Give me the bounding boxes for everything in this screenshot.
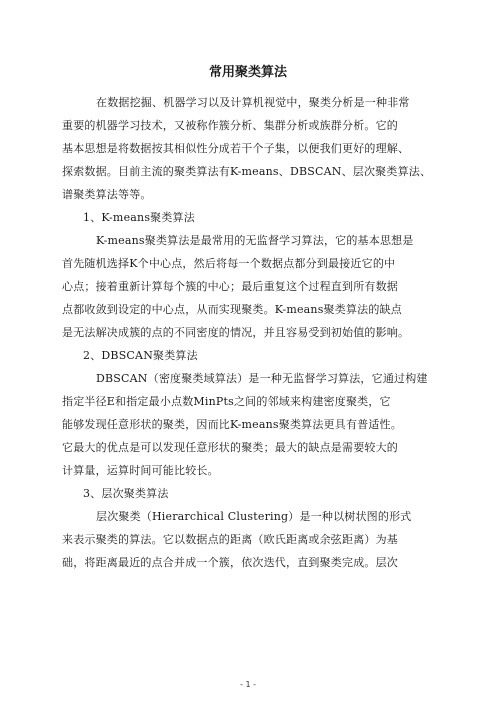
body-line: 基本思想是将数据按其相似性分成若干个子集，以便我们更好的理解、 [62,142,410,155]
section-heading-hierarchical: 3、层次聚类算法 [83,487,169,500]
body-line: 谱聚类算法等等。 [62,188,152,201]
body-line: DBSCAN（密度聚类域算法）是一种无监督学习算法，它通过构建 [96,372,428,385]
body-line: 层次聚类（Hierarchical Clustering）是一种以树状图的形式 [96,510,412,523]
body-line: 础，将距离最近的点合并成一个簇，依次迭代，直到聚类完成。层次 [62,556,398,569]
body-line: 探索数据。目前主流的聚类算法有K-means、DBSCAN、层次聚类算法、 [62,165,432,178]
body-line: 首先随机选择K个中心点，然后将每一个数据点都分到最接近它的中 [62,257,396,270]
section-heading-kmeans: 1、K-means聚类算法 [83,211,195,224]
body-line: K-means聚类算法是最常用的无监督学习算法，它的基本思想是 [96,234,414,247]
body-line: 来表示聚类的算法。它以数据点的距离（欧氏距离或余弦距离）为基 [62,533,398,546]
document-title: 常用聚类算法 [208,65,287,80]
body-line: 心点；接着重新计算每个簇的中心；最后重复这个过程直到所有数据 [62,280,398,293]
body-line: 能够发现任意形状的聚类，因而比K-means聚类算法更具有普适性。 [62,418,402,431]
section-heading-dbscan: 2、DBSCAN聚类算法 [83,349,198,362]
body-line: 指定半径E和指定最小点数MinPts之间的邻域来构建密度聚类，它 [62,395,391,408]
page-number: - 1 - [240,680,256,689]
body-line: 点都收敛到设定的中心点，从而实现聚类。K-means聚类算法的缺点 [62,303,402,316]
body-line: 它最大的优点是可以发现任意形状的聚类；最大的缺点是需要较大的 [62,441,398,454]
body-line: 计算量，运算时间可能比较长。 [62,464,219,477]
body-line: 在数据挖掘、机器学习以及计算机视觉中，聚类分析是一种非常 [96,96,410,109]
body-line: 是无法解决成簇的点的不同密度的情况，并且容易受到初始值的影响。 [62,326,410,339]
body-line: 重要的机器学习技术，又被称作簇分析、集群分析或族群分析。它的 [62,119,398,132]
